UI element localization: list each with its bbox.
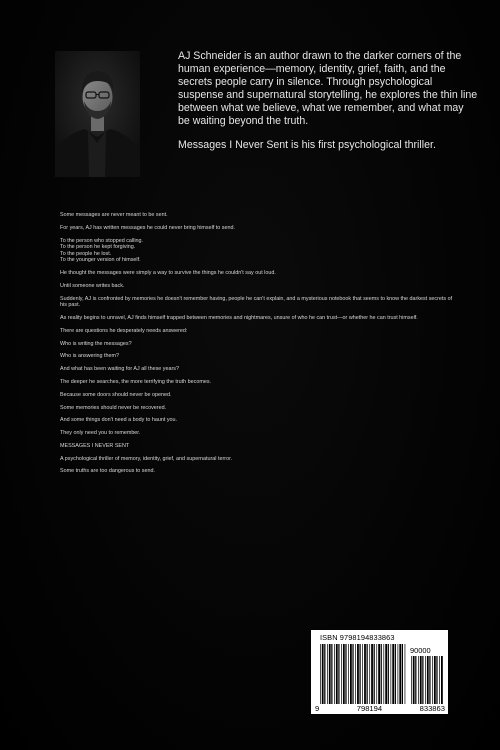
barcode-bars [311,630,448,714]
barcode-bar [327,644,328,704]
barcode-bar [415,656,416,704]
blurb-paragraph [60,417,460,424]
blurb-paragraph [60,283,460,290]
barcode-bar [432,656,433,704]
blurb-line: Until someone writes back. [60,282,125,289]
blurb-paragraph [60,296,460,309]
barcode-bar [441,656,443,704]
blurb-line: A psychological thriller of memory, identity, grief, and supernatural terror. [60,455,233,462]
blurb-paragraph [60,405,460,412]
barcode-bar [398,644,399,704]
barcode-bar [348,644,349,704]
blurb-paragraph [60,443,460,450]
barcode-bar [341,644,342,704]
blurb-paragraph [60,270,460,277]
barcode-bar [371,644,373,704]
barcode-bar [429,656,430,704]
blurb-paragraph [60,430,460,437]
blurb-paragraph [60,392,460,399]
blurb-line: And some things don't need a body to haunt you. [60,417,178,424]
barcode-bar [385,644,387,704]
blurb-paragraph [60,341,460,348]
book-blurb [60,212,460,481]
barcode-bar [331,644,332,704]
barcode-bar [355,644,356,704]
barcode-bar [439,656,440,704]
barcode-digit-group: 833863 [419,704,445,713]
barcode-bar [422,656,423,704]
blurb-paragraph [60,456,460,463]
blurb-line: Who is writing the messages? [60,340,132,347]
author-photo [55,51,140,177]
blurb-line: To the younger version of himself. [60,257,141,264]
barcode-bar [381,644,382,704]
blurb-paragraph [60,468,460,475]
barcode-bar [378,644,380,704]
barcode-bar [329,644,331,704]
barcode-bar [350,644,352,704]
author-bio-first-book: Messages I Never Sent is his first psychological thriller. [178,139,436,151]
blurb-paragraph [60,366,460,373]
blurb-line: They only need you to remember. [60,430,141,437]
blurb-paragraph [60,379,460,386]
barcode-bar [411,656,412,704]
barcode-digits [315,704,445,713]
author-bio [178,50,478,163]
blurb-line: Who is answering them? [60,353,120,360]
barcode-bar [345,644,346,704]
barcode-bar [392,644,394,704]
barcode-bar [364,644,366,704]
barcode-bar [413,656,415,704]
barcode-bar [405,644,406,704]
barcode-bar [359,644,360,704]
barcode-bar [334,644,335,704]
barcode-bar [338,644,339,704]
barcode-bar [427,656,429,704]
blurb-line: Some messages are never meant to be sent. [60,212,168,218]
blurb-paragraph [60,353,460,360]
barcode-digit-group: 9 [315,704,320,713]
blurb-line: The deeper he searches, the more terrifying the truth becomes. [60,378,212,385]
barcode-bar [402,644,403,704]
barcode-bar [324,644,325,704]
blurb-line: To the person who stopped calling. [60,237,144,244]
barcode-bar [369,644,370,704]
blurb-paragraph [60,212,460,219]
barcode-bar [420,656,422,704]
barcode-bar [399,644,401,704]
blurb-line: MESSAGES I NEVER SENT [60,442,130,449]
author-bio-paragraph: AJ Schneider is an author drawn to the darker corners of the human experience—memory, identity, grief, faith, and the secrets people carry in silence. Through psychological suspense and supernatural storytelling, he explores the thin line between what we believe, what we remember, and what may be waiting beyond the truth. [178,50,478,127]
barcode-bar [395,644,396,704]
price-code: 90000 [410,646,431,655]
blurb-line: For years, AJ has written messages he could never bring himself to send. [60,224,235,231]
blurb-line: To the person he kept forgiving. [60,244,136,251]
blurb-paragraph [60,238,460,264]
blurb-line: Some memories should never be recovered. [60,404,167,411]
barcode-bar [343,644,345,704]
barcode-bar [434,656,436,704]
barcode-bar [367,644,368,704]
blurb-line: To the people he lost. [60,250,112,257]
isbn-barcode [311,630,448,714]
blurb-line: As reality begins to unravel, AJ finds himself trapped between memories and nightmares, unsure of who he can trust—or whether he can trust himself. [60,315,418,322]
barcode-digit-group: 798194 [356,704,383,713]
barcode-bar [362,644,363,704]
isbn-label: ISBN 9798194833863 [320,633,395,642]
barcode-bar [374,644,375,704]
barcode-bar [391,644,392,704]
barcode-bar [322,644,324,704]
blurb-line: Suddenly, AJ is confronted by memories he doesn't remember having, people he can't explain, and a mysterious notebook that seems to know the darkest secrets of his past. [60,295,453,309]
blurb-paragraph [60,315,460,322]
barcode-bar [425,656,426,704]
blurb-line: Because some doors should never be opened. [60,391,172,398]
barcode-bar [352,644,353,704]
blurb-paragraph [60,225,460,232]
author-portrait-image [55,51,140,177]
barcode-bar [436,656,437,704]
barcode-bar [320,644,321,704]
barcode-bar [357,644,359,704]
barcode-bar [418,656,419,704]
blurb-line: Some truths are too dangerous to send. [60,468,155,475]
barcode-bar [376,644,377,704]
blurb-line: And what has been waiting for AJ all these years? [60,366,179,373]
blurb-paragraph [60,328,460,335]
barcode-bar [336,644,338,704]
blurb-line: There are questions he desperately needs answered: [60,327,188,334]
barcode-bar [388,644,389,704]
barcode-bar [383,644,384,704]
blurb-line: He thought the messages were simply a way to survive the things he couldn't say out loud. [60,270,276,277]
